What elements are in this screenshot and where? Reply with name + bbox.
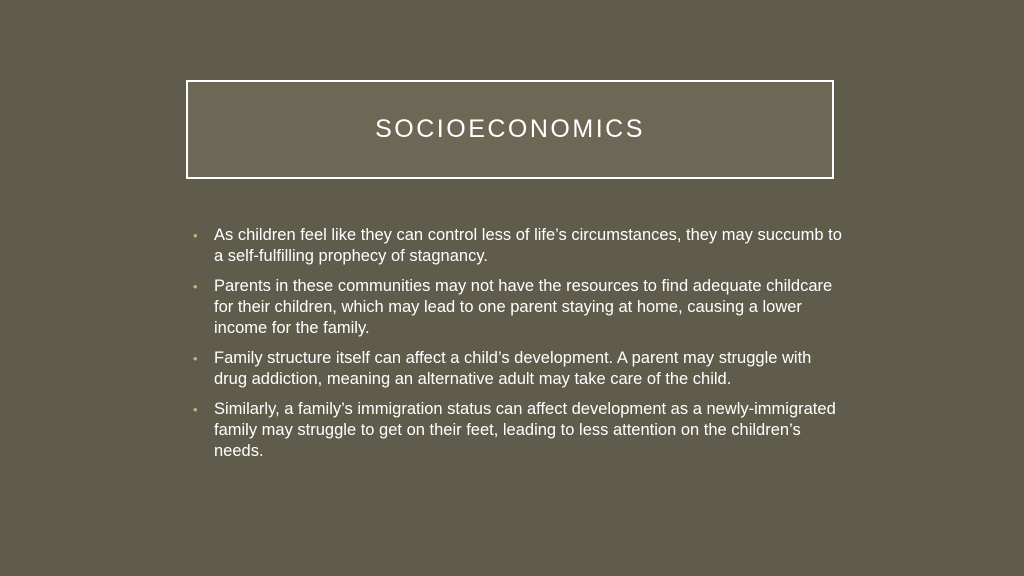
bullet-item [193,225,843,267]
slide-title: SOCIOECONOMICS [375,115,645,143]
bullet-list [193,225,843,471]
bullet-item [193,276,843,339]
bullet-icon: • [193,228,198,243]
bullet-icon: • [193,402,198,417]
bullet-text: As children feel like they can control less of life’s circumstances, they may succumb to a self-fulfilling prophecy of stagnancy. [214,226,842,265]
bullet-text: Parents in these communities may not have the resources to find adequate childcare for their children, which may lead to one parent staying at home, causing a lower income for the family. [214,277,833,337]
bullet-text: Similarly, a family’s immigration status can affect development as a newly-immigrated family may struggle to get on their feet, leading to less attention on the children’s needs. [214,400,836,460]
bullet-text: Family structure itself can affect a child’s development. A parent may struggle with drug addiction, meaning an alternative adult may take care of the child. [214,349,812,388]
bullet-item [193,399,843,462]
title-box [186,80,834,179]
bullet-icon: • [193,351,198,366]
bullet-item [193,348,843,390]
bullet-icon: • [193,279,198,294]
